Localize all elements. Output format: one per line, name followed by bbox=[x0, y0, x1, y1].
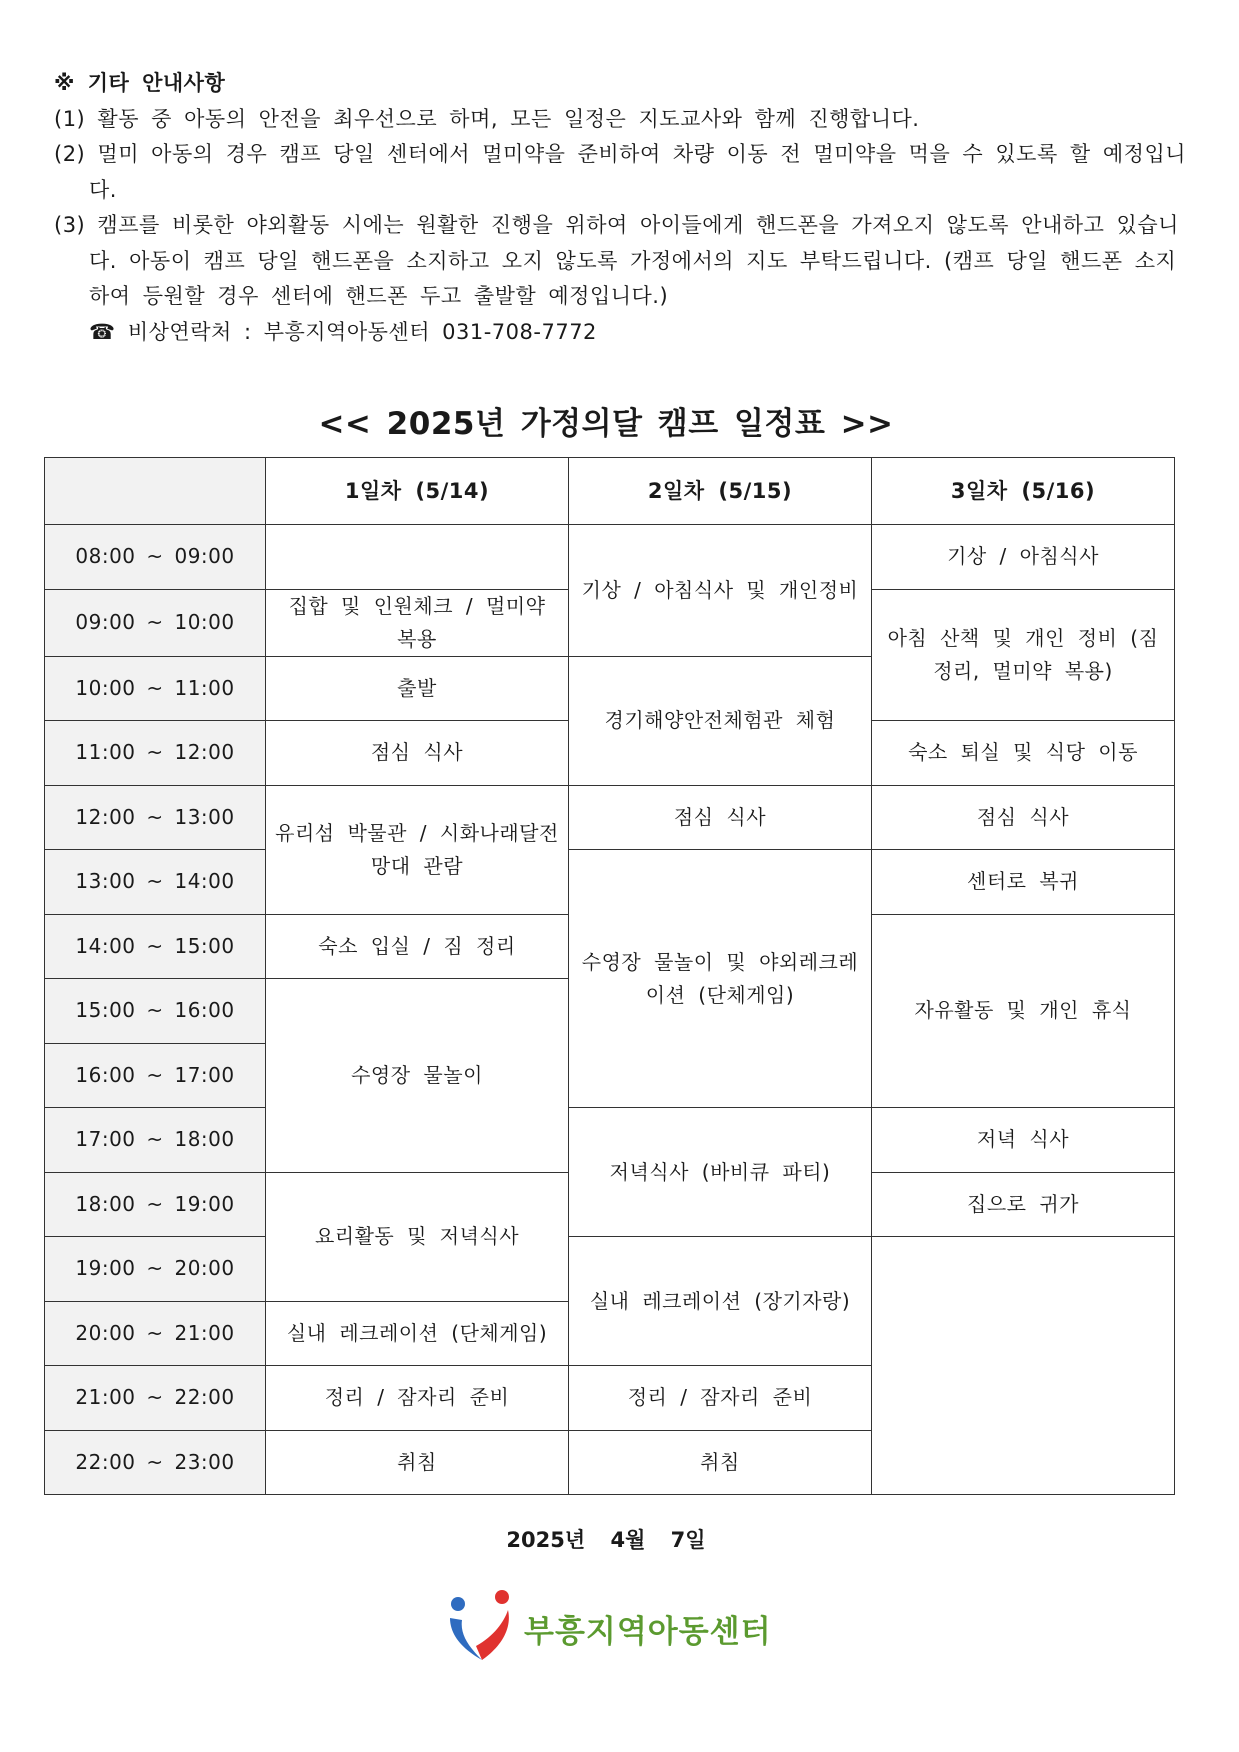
notice-title: ※ 기타 안내사항 bbox=[54, 71, 226, 95]
table-row bbox=[45, 525, 1175, 590]
day2-cleanup: 정리 / 잠자리 준비 bbox=[569, 1366, 872, 1431]
day1-museum: 유리섬 박물관 / 시화나래달전망대 관람 bbox=[266, 785, 569, 914]
time-cell: 08:00 ~ 09:00 bbox=[45, 525, 266, 590]
header-day1: 1일차 (5/14) bbox=[266, 458, 569, 525]
day3-home: 집으로 귀가 bbox=[872, 1172, 1175, 1237]
day1-gathering: 집합 및 인원체크 / 멀미약 복용 bbox=[266, 589, 569, 656]
time-cell: 16:00 ~ 17:00 bbox=[45, 1043, 266, 1108]
table-row bbox=[45, 1108, 1175, 1173]
day3-dinner: 저녁 식사 bbox=[872, 1108, 1175, 1173]
day1-pool: 수영장 물놀이 bbox=[266, 979, 569, 1173]
day3-checkout: 숙소 퇴실 및 식당 이동 bbox=[872, 721, 1175, 786]
header-day2: 2일차 (5/15) bbox=[569, 458, 872, 525]
day3-free: 자유활동 및 개인 휴식 bbox=[872, 914, 1175, 1108]
time-cell: 14:00 ~ 15:00 bbox=[45, 914, 266, 979]
day2-sleep: 취침 bbox=[569, 1430, 872, 1495]
logo-text: 부흥지역아동센터 bbox=[524, 1614, 772, 1650]
emergency-contact: ☎ 비상연락처 : 부흥지역아동센터 031-708-7772 bbox=[89, 319, 597, 344]
heart-people-icon bbox=[442, 1588, 522, 1664]
time-cell: 22:00 ~ 23:00 bbox=[45, 1430, 266, 1495]
time-cell: 21:00 ~ 22:00 bbox=[45, 1366, 266, 1431]
header-corner bbox=[45, 458, 266, 525]
day1-empty-cell bbox=[266, 525, 569, 590]
day2-wakeup: 기상 / 아침식사 및 개인정비 bbox=[569, 525, 872, 657]
document-date: 2025년 4월 7일 bbox=[506, 1528, 706, 1552]
day2-pool: 수영장 물놀이 및 야외레크레이션 (단체게임) bbox=[569, 850, 872, 1108]
day3-empty-cell bbox=[872, 1237, 1175, 1495]
day1-cleanup: 정리 / 잠자리 준비 bbox=[266, 1366, 569, 1431]
day1-cooking: 요리활동 및 저녁식사 bbox=[266, 1172, 569, 1301]
time-cell: 10:00 ~ 11:00 bbox=[45, 656, 266, 721]
day3-walk: 아침 산책 및 개인 정비 (짐 정리, 멀미약 복용) bbox=[872, 589, 1175, 721]
time-cell: 19:00 ~ 20:00 bbox=[45, 1237, 266, 1302]
time-cell: 17:00 ~ 18:00 bbox=[45, 1108, 266, 1173]
center-logo bbox=[442, 1588, 772, 1664]
day1-lunch: 점심 식사 bbox=[266, 721, 569, 786]
table-row bbox=[45, 850, 1175, 915]
day1-sleep: 취침 bbox=[266, 1430, 569, 1495]
header-day3: 3일차 (5/16) bbox=[872, 458, 1175, 525]
schedule-header-row bbox=[45, 458, 1175, 525]
time-cell: 09:00 ~ 10:00 bbox=[45, 589, 266, 656]
notice-item-2: (2) 멀미 아동의 경우 캠프 당일 센터에서 멀미약을 준비하여 차량 이동 전 멀미약을 먹을 수 있도록 할 예정입니다. bbox=[54, 142, 1187, 202]
day2-dinner: 저녁식사 (바비큐 파티) bbox=[569, 1108, 872, 1237]
schedule-title: << 2025년 가정의달 캠프 일정표 >> bbox=[318, 406, 894, 442]
notice-item-3: (3) 캠프를 비롯한 야외활동 시에는 원활한 진행을 위하여 아이들에게 핸드폰을 가져오지 않도록 안내하고 있습니다. 아동이 캠프 당일 핸드폰을 소지하고 오지 않도록 가정에서의 지도 부탁드립니다. (캠프 당일 핸드폰 소지하여 등원할 경우 센터에 핸드폰 두고 출발할 예정입니다.) bbox=[54, 213, 1179, 308]
day1-depart: 출발 bbox=[266, 656, 569, 721]
table-row bbox=[45, 785, 1175, 850]
day2-indoor: 실내 레크레이션 (장기자랑) bbox=[569, 1237, 872, 1366]
day3-return: 센터로 복귀 bbox=[872, 850, 1175, 915]
time-cell: 20:00 ~ 21:00 bbox=[45, 1301, 266, 1366]
day2-experience: 경기해양안전체험관 체험 bbox=[569, 656, 872, 785]
day1-checkin: 숙소 입실 / 짐 정리 bbox=[266, 914, 569, 979]
notice-section bbox=[54, 66, 1194, 350]
day1-indoor: 실내 레크레이션 (단체게임) bbox=[266, 1301, 569, 1366]
time-cell: 13:00 ~ 14:00 bbox=[45, 850, 266, 915]
day2-lunch: 점심 식사 bbox=[569, 785, 872, 850]
table-row bbox=[45, 1237, 1175, 1302]
day3-wakeup: 기상 / 아침식사 bbox=[872, 525, 1175, 590]
schedule-table bbox=[44, 457, 1175, 1495]
time-cell: 15:00 ~ 16:00 bbox=[45, 979, 266, 1044]
day3-lunch: 점심 식사 bbox=[872, 785, 1175, 850]
time-cell: 18:00 ~ 19:00 bbox=[45, 1172, 266, 1237]
notice-item-1: (1) 활동 중 아동의 안전을 최우선으로 하며, 모든 일정은 지도교사와 함께 진행합니다. bbox=[54, 106, 920, 131]
time-cell: 11:00 ~ 12:00 bbox=[45, 721, 266, 786]
time-cell: 12:00 ~ 13:00 bbox=[45, 785, 266, 850]
